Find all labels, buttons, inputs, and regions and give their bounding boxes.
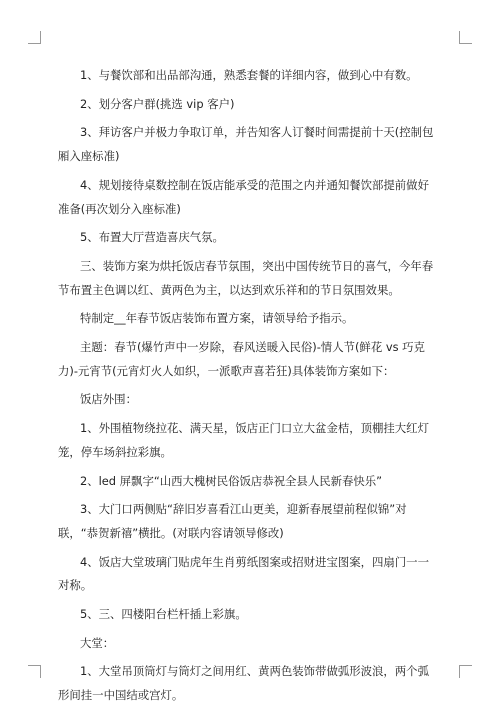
paragraph: 2、led 屏飘字“山西大槐树民俗饭店恭祝全县人民新春快乐” (80, 473, 383, 488)
paragraph: 3、大门口两侧贴“辞旧岁喜看江山更美，迎新春展望前程似锦”对联，“恭贺新禧”横批。(对联内容请领导修改) (58, 502, 407, 540)
paragraph: 特制定__年春节饭店装饰布置方案，请领导给予指示。 (80, 311, 354, 326)
paragraph: 2、划分客户群(挑选 vip 客户) (80, 96, 235, 111)
paragraph: 1、大堂吊顶筒灯与筒灯之间用红、黄两色装饰带做弧形波浪，两个弧形间挂一中国结或宫灯。 (58, 664, 429, 703)
crop-mark-top-left (28, 43, 41, 44)
section-heading: 大堂： (80, 635, 115, 650)
paragraph: 1、与餐饮部和出品部沟通，熟悉套餐的详细内容，做到心中有数。 (80, 68, 418, 82)
paragraph: 5、布置大厅营造喜庆气氛。 (80, 230, 224, 245)
crop-mark-top-right (459, 43, 472, 44)
crop-mark-bottom-left (40, 665, 41, 678)
paragraph: 1、外围植物绕拉花、满天星，饭店正门口立大盆金桔，顶棚挂大红灯笼，停车场斜拉彩旗。 (58, 421, 429, 459)
crop-mark-bottom-right (459, 665, 460, 678)
crop-mark-bottom-left (28, 665, 41, 666)
section-heading: 饭店外围： (80, 392, 137, 407)
paragraph: 3、拜访客户并极力争取订单，并告知客人订餐时间需提前十天(控制包厢入座标准) (58, 125, 434, 164)
paragraph: 4、规划接待桌数控制在饭店能承受的范围之内并通知餐饮部提前做好准备(再次划分入座标准) (58, 177, 429, 216)
paragraph: 主题：春节(爆竹声中一岁除，春风送暖入民俗)-情人节(鲜花 vs 巧克力)-元宵节(元宵灯火人如织，一派歌声喜若狂)具体装饰方案如下： (58, 340, 425, 378)
paragraph: 4、饭店大堂玻璃门贴虎年生肖剪纸图案或招财进宝图案，四扇门一一对称。 (58, 554, 429, 593)
document-body (58, 64, 440, 713)
crop-mark-bottom-right (459, 665, 472, 666)
paragraph: 三、装饰方案为烘托饭店春节氛围，突出中国传统节日的喜气，今年春节布置主色调以红、黄两色为主，以达到欢乐祥和的节日氛围效果。 (58, 258, 434, 297)
paragraph: 5、三、四楼阳台栏杆插上彩旗。 (80, 607, 247, 622)
